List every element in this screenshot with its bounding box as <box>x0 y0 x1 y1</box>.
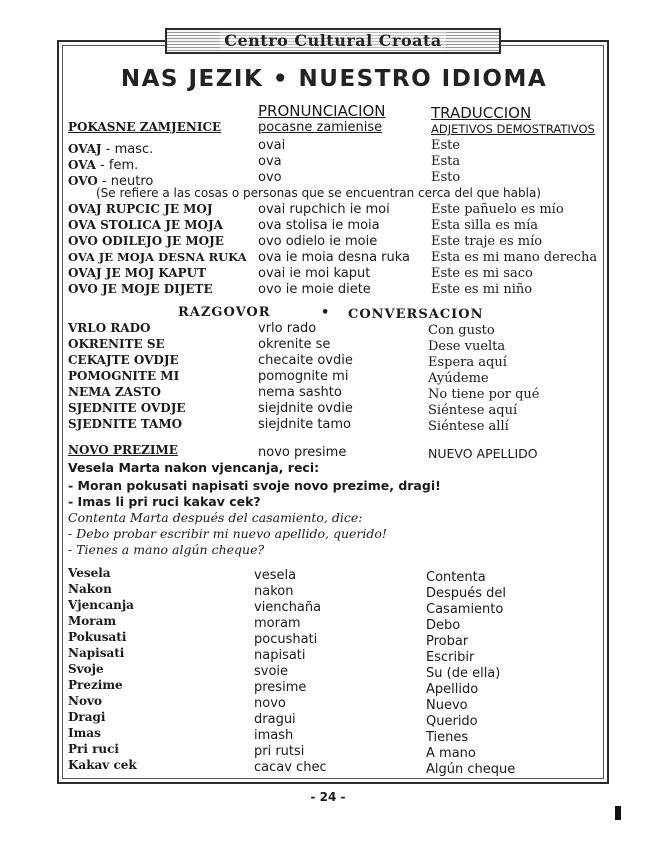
page-number: - 24 - <box>310 790 346 804</box>
vocab-trad: Algún cheque <box>426 762 516 777</box>
scan-mark <box>615 806 621 820</box>
page-title: NAS JEZIK • NUESTRO IDIOMA <box>120 66 548 92</box>
vocab-pron: pri rutsi <box>254 744 305 759</box>
phrase-trad: Este pañuelo es mío <box>431 202 564 217</box>
phrase-word: OVO ODILEJO JE MOJE <box>68 234 224 248</box>
phrase-trad: Este es mi niño <box>431 282 533 297</box>
conversation-word: CEKAJTE OVDJE <box>68 353 179 367</box>
vocab-word: Pri ruci <box>68 742 119 756</box>
pronoun-trad: Esta <box>431 154 461 169</box>
phrase-pron: ovai ie moi kaput <box>258 266 371 281</box>
section-title-razgovor: RAZGOVOR <box>178 305 271 320</box>
vocab-trad: Contenta <box>426 570 486 585</box>
vocab-trad: Apellido <box>426 682 479 697</box>
vocab-word: Napisati <box>68 646 125 660</box>
dialog-line-hr: - Imas li pri ruci kakav cek? <box>68 494 261 509</box>
page-margin <box>620 0 656 842</box>
phrase-trad: Este traje es mío <box>431 234 543 249</box>
phrase-trad: Este es mi saco <box>431 266 533 281</box>
vocab-word: Nakon <box>68 582 112 596</box>
dialog-line-es: - Tienes a mano algún cheque? <box>68 542 265 557</box>
section-pron-novo-prezime: novo presime <box>258 445 347 460</box>
phrase-pron: ovo ie moie diete <box>258 282 371 297</box>
conversation-pron: vrlo rado <box>258 321 317 336</box>
vocab-pron: vienchaña <box>254 600 322 615</box>
vocab-pron: pocushati <box>254 632 318 647</box>
section-pron-pokasne: pocasne zamienise <box>258 120 383 135</box>
vocab-word: Moram <box>68 614 117 628</box>
phrase-pron: ova ie moia desna ruka <box>258 250 411 265</box>
conversation-word: NEMA ZASTO <box>68 385 162 399</box>
vocab-trad: Probar <box>426 634 469 649</box>
usage-note: (Se refiere a las cosas o personas que se encuentran cerca del que habla) <box>96 186 541 200</box>
vocab-word: Vjencanja <box>68 598 134 612</box>
vocab-pron: moram <box>254 616 301 631</box>
section-title-conversacion: CONVERSACION <box>348 307 484 322</box>
vocab-trad: Después del <box>426 586 507 601</box>
phrase-pron: ovo odielo ie moie <box>258 234 378 249</box>
conversation-trad: Ayúdeme <box>428 371 489 386</box>
vocab-word: Novo <box>68 694 102 708</box>
conversation-pron: checaite ovdie <box>258 353 353 368</box>
phrase-word: OVAJ JE MOJ KAPUT <box>68 266 207 280</box>
vocab-word: Kakav cek <box>68 758 137 772</box>
dialog-line-es: - Debo probar escribir mi nuevo apellido, querido! <box>68 526 387 541</box>
column-header-traduccion: TRADUCCION <box>431 104 532 122</box>
pronoun-pron: ovo <box>258 170 282 185</box>
column-header-pronunciacion: PRONUNCIACION <box>258 102 386 120</box>
conversation-word: OKRENITE SE <box>68 337 165 351</box>
dialog-line-es: Contenta Marta después del casamiento, dice: <box>68 510 363 525</box>
vocab-word: Imas <box>68 726 101 740</box>
pronoun-trad: Esto <box>431 170 461 185</box>
vocab-pron: presime <box>254 680 307 695</box>
banner-text: Centro Cultural Croata <box>220 31 445 50</box>
pronoun-trad: Este <box>431 138 461 153</box>
vocab-trad: A mano <box>426 746 476 761</box>
pronoun-row: OVO - neutro <box>68 174 154 189</box>
vocab-pron: napisati <box>254 648 306 663</box>
pronoun-pron: ovai <box>258 138 286 153</box>
conversation-trad: Siéntese aquí <box>428 403 518 418</box>
vocab-word: Vesela <box>68 566 111 580</box>
pronoun-row: OVA - fem. <box>68 158 139 173</box>
phrase-word: OVA JE MOJA DESNA RUKA <box>68 250 247 264</box>
conversation-trad: Dese vuelta <box>428 339 506 354</box>
conversation-pron: okrenite se <box>258 337 331 352</box>
vocab-word: Dragi <box>68 710 106 724</box>
section-title-dot: • <box>321 305 331 320</box>
phrase-trad: Esta es mi mano derecha <box>431 250 598 265</box>
conversation-trad: Con gusto <box>428 323 495 338</box>
vocab-pron: svoie <box>254 664 289 679</box>
conversation-trad: Siéntese allí <box>428 419 509 434</box>
pronoun-pron: ova <box>258 154 282 169</box>
phrase-word: OVO JE MOJE DIJETE <box>68 282 213 296</box>
section-trad-nuevo-apellido: NUEVO APELLIDO <box>428 446 538 461</box>
phrase-pron: ova stolisa ie moia <box>258 218 380 233</box>
banner <box>165 28 501 54</box>
vocab-trad: Casamiento <box>426 602 504 617</box>
section-trad-adjetivos: ADJETIVOS DEMOSTRATIVOS <box>431 122 595 136</box>
vocab-word: Pokusati <box>68 630 127 644</box>
vocab-pron: imash <box>254 728 294 743</box>
vocab-pron: vesela <box>254 568 297 583</box>
phrase-word: OVA STOLICA JE MOJA <box>68 218 223 232</box>
section-label-novo-prezime: NOVO PREZIME <box>68 443 178 457</box>
phrase-pron: ovai rupchich ie moi <box>258 202 390 217</box>
vocab-trad: Querido <box>426 714 478 729</box>
conversation-pron: nema sashto <box>258 385 342 400</box>
vocab-pron: nakon <box>254 584 294 599</box>
dialog-line-hr: - Moran pokusati napisati svoje novo prezime, dragi! <box>68 478 441 493</box>
vocab-trad: Nuevo <box>426 698 468 713</box>
conversation-trad: No tiene por qué <box>428 387 540 402</box>
vocab-pron: dragui <box>254 712 296 727</box>
pronoun-row: OVAJ - masc. <box>68 142 154 157</box>
conversation-pron: siejdnite ovdie <box>258 401 353 416</box>
vocab-word: Svoje <box>68 662 104 676</box>
conversation-pron: siejdnite tamo <box>258 417 352 432</box>
phrase-trad: Esta silla es mía <box>431 218 539 233</box>
vocab-trad: Debo <box>426 618 461 633</box>
conversation-word: SJEDNITE OVDJE <box>68 401 186 415</box>
vocab-trad: Escribir <box>426 650 475 665</box>
vocab-pron: cacav chec <box>254 760 327 775</box>
section-label-pokasne: POKASNE ZAMJENICE <box>68 120 222 134</box>
vocab-pron: novo <box>254 696 286 711</box>
conversation-trad: Espera aquí <box>428 355 507 370</box>
vocab-trad: Tienes <box>426 730 469 745</box>
vocab-trad: Su (de ella) <box>426 666 501 681</box>
phrase-word: OVAJ RUPCIC JE MOJ <box>68 202 213 216</box>
vocab-word: Prezime <box>68 678 123 692</box>
dialog-line-hr: Vesela Marta nakon vjencanja, reci: <box>68 460 320 475</box>
conversation-word: POMOGNITE MI <box>68 369 180 383</box>
conversation-pron: pomognite mi <box>258 369 349 384</box>
conversation-word: SJEDNITE TAMO <box>68 417 183 431</box>
conversation-word: VRLO RADO <box>68 321 151 335</box>
